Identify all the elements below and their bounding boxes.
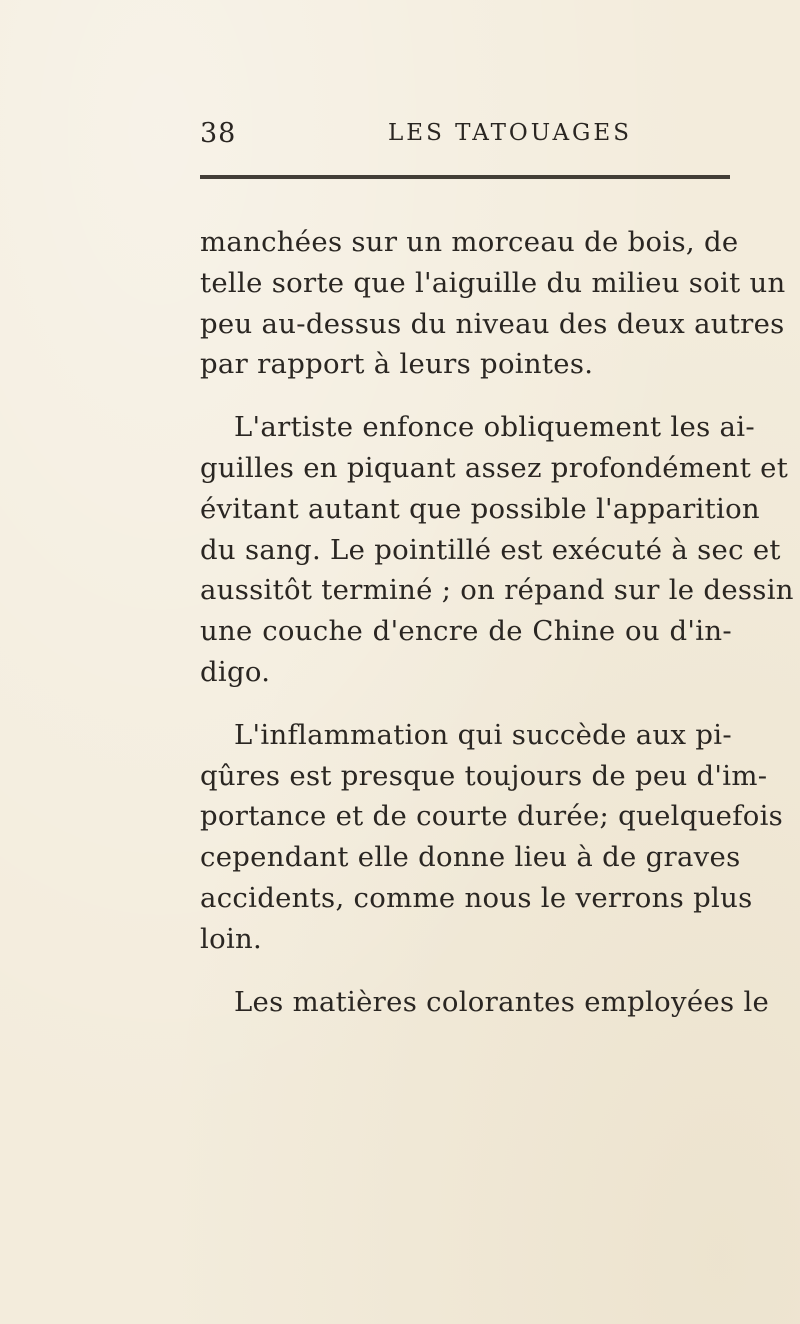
paragraph-2	[200, 407, 794, 693]
text-line: manchées sur un morceau de bois, de	[200, 226, 739, 258]
text-line: cependant elle donne lieu à de graves	[200, 841, 741, 874]
text-line: telle sorte que l'aiguille du milieu soit un	[200, 266, 786, 299]
text-line: guilles en piquant assez profondément et	[200, 451, 789, 484]
text-line: qûres est presque toujours de peu d'im-	[200, 759, 768, 792]
text-line: L'artiste enfonce obliquement les ai-	[234, 411, 755, 444]
text-line: par rapport à leurs pointes.	[200, 348, 594, 381]
text-line: portance et de courte durée; quelquefois	[200, 800, 784, 833]
text-line: L'inflammation qui succède aux pi-	[234, 718, 732, 751]
page-number: 38	[200, 118, 237, 149]
text-line: évitant autant que possible l'apparition	[200, 492, 760, 525]
paragraph-1	[200, 222, 786, 385]
header-rule	[200, 175, 730, 179]
text-line: Les matières colorantes employées le	[234, 985, 770, 1018]
text-line: peu au-dessus du niveau des deux autres	[200, 307, 785, 340]
text-line: loin.	[200, 922, 263, 955]
text-line: digo.	[200, 655, 271, 688]
body-text	[200, 222, 794, 1022]
paragraph-3	[200, 715, 784, 960]
text-line: une couche d'encre de Chine ou d'in-	[200, 615, 732, 648]
text-line: du sang. Le pointillé est exécuté à sec et	[200, 533, 781, 566]
paragraph-4	[200, 982, 770, 1023]
text-line: aussitôt terminé ; on répand sur le dessin	[200, 574, 794, 607]
running-title: LES TATOUAGES	[388, 120, 632, 146]
page-header	[0, 118, 800, 158]
text-line: accidents, comme nous le verrons plus	[200, 881, 753, 914]
